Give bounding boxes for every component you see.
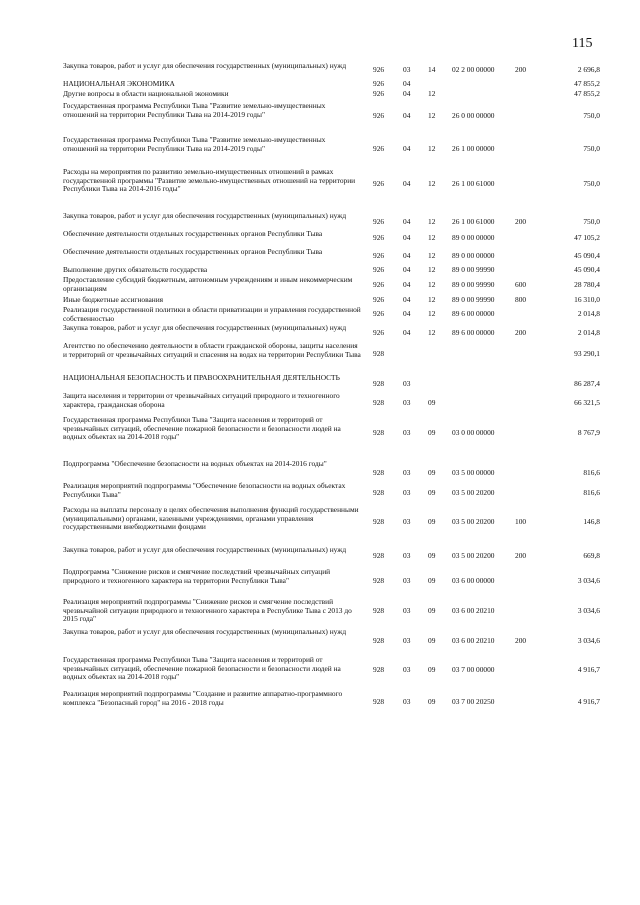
section-code: 04 xyxy=(403,309,411,318)
table-row xyxy=(0,628,640,656)
table-row xyxy=(0,568,640,598)
section-code: 03 xyxy=(403,665,411,674)
subsection-code: 09 xyxy=(428,398,436,407)
amount: 816,6 xyxy=(583,468,600,477)
row-description: НАЦИОНАЛЬНАЯ БЕЗОПАСНОСТЬ И ПРАВООХРАНИТЕЛЬНАЯ ДЕЯТЕЛЬНОСТЬ xyxy=(63,373,340,382)
target-item-code: 26 1 00 61000 xyxy=(452,179,495,188)
section-code: 03 xyxy=(403,65,411,74)
amount: 4 916,7 xyxy=(577,665,600,674)
table-row xyxy=(0,248,640,266)
ved-code: 926 xyxy=(373,328,385,337)
amount: 2 014,8 xyxy=(577,309,600,318)
subsection-code: 09 xyxy=(428,665,436,674)
table-row xyxy=(0,62,640,80)
table-row xyxy=(0,656,640,690)
section-code: 04 xyxy=(403,251,411,260)
table-row xyxy=(0,392,640,416)
table-row xyxy=(0,168,640,212)
table-row xyxy=(0,342,640,374)
subsection-code: 12 xyxy=(428,295,436,304)
subsection-code: 12 xyxy=(428,217,436,226)
amount: 86 287,4 xyxy=(574,379,600,388)
subsection-code: 12 xyxy=(428,309,436,318)
amount: 2 696,8 xyxy=(577,65,600,74)
table-row xyxy=(0,546,640,568)
section-code: 04 xyxy=(403,280,411,289)
section-code: 04 xyxy=(403,111,411,120)
subsection-code: 09 xyxy=(428,468,436,477)
section-code: 03 xyxy=(403,551,411,560)
subsection-code: 09 xyxy=(428,488,436,497)
section-code: 04 xyxy=(403,217,411,226)
budget-table xyxy=(0,62,640,718)
amount: 16 310,0 xyxy=(574,295,600,304)
ved-code: 926 xyxy=(373,280,385,289)
ved-code: 928 xyxy=(373,428,385,437)
expense-type-code: 200 xyxy=(515,65,527,74)
ved-code: 926 xyxy=(373,79,385,88)
row-description: Выполнение других обязательств государства xyxy=(63,265,208,274)
ved-code: 928 xyxy=(373,488,385,497)
expense-type-code: 200 xyxy=(515,328,527,337)
amount: 3 034,6 xyxy=(577,636,600,645)
row-description: Реализация государственной политики в области приватизации и управления государственной собственностью xyxy=(63,305,361,323)
ved-code: 926 xyxy=(373,111,385,120)
amount: 669,8 xyxy=(583,551,600,560)
amount: 8 767,9 xyxy=(577,428,600,437)
target-item-code: 03 5 00 20200 xyxy=(452,551,495,560)
row-description: Предоставление субсидий бюджетным, автономным учреждениям и иным некоммерческим организациям xyxy=(63,275,353,293)
ved-code: 926 xyxy=(373,89,385,98)
row-description: Иные бюджетные ассигнования xyxy=(63,295,164,304)
row-description: Защита населения и территории от чрезвычайных ситуаций природного и техногенного характера, гражданская оборона xyxy=(63,391,340,409)
row-description: Закупка товаров, работ и услуг для обеспечения государственных (муниципальных) нужд xyxy=(63,545,347,554)
subsection-code: 09 xyxy=(428,551,436,560)
table-row xyxy=(0,506,640,546)
table-row xyxy=(0,136,640,168)
table-row xyxy=(0,276,640,296)
amount: 750,0 xyxy=(583,217,600,226)
row-description: Закупка товаров, работ и услуг для обеспечения государственных (муниципальных) нужд xyxy=(63,211,347,220)
table-row xyxy=(0,460,640,482)
section-code: 04 xyxy=(403,89,411,98)
table-row xyxy=(0,690,640,718)
target-item-code: 89 6 00 00000 xyxy=(452,309,495,318)
subsection-code: 12 xyxy=(428,111,436,120)
table-row xyxy=(0,482,640,506)
row-description: Другие вопросы в области национальной экономики xyxy=(63,89,229,98)
ved-code: 926 xyxy=(373,309,385,318)
amount: 146,8 xyxy=(583,517,600,526)
ved-code: 928 xyxy=(373,517,385,526)
row-description: Государственная программа Республики Тыва "Развитие земельно-имущественных отношений на территории Республики Тыва на 2014-2019 годы" xyxy=(63,101,326,119)
table-row xyxy=(0,324,640,342)
section-code: 03 xyxy=(403,379,411,388)
section-code: 03 xyxy=(403,398,411,407)
ved-code: 928 xyxy=(373,379,385,388)
target-item-code: 89 0 00 99990 xyxy=(452,265,495,274)
amount: 3 034,6 xyxy=(577,576,600,585)
subsection-code: 09 xyxy=(428,428,436,437)
expense-type-code: 100 xyxy=(515,517,527,526)
table-row xyxy=(0,230,640,248)
subsection-code: 12 xyxy=(428,233,436,242)
target-item-code: 03 7 00 00000 xyxy=(452,665,495,674)
section-code: 03 xyxy=(403,697,411,706)
amount: 66 321,5 xyxy=(574,398,600,407)
amount: 45 090,4 xyxy=(574,251,600,260)
subsection-code: 09 xyxy=(428,636,436,645)
row-description: Закупка товаров, работ и услуг для обеспечения государственных (муниципальных) нужд xyxy=(63,61,347,70)
ved-code: 926 xyxy=(373,295,385,304)
row-description: Реализация мероприятий подпрограммы "Обеспечение безопасности на водных объектах Республики Тыва" xyxy=(63,481,346,499)
amount: 47 855,2 xyxy=(574,79,600,88)
ved-code: 926 xyxy=(373,217,385,226)
target-item-code: 89 0 00 00000 xyxy=(452,233,495,242)
row-description: Подпрограмма "Обеспечение безопасности на водных объектах на 2014-2016 годы" xyxy=(63,459,327,468)
table-row xyxy=(0,598,640,628)
ved-code: 928 xyxy=(373,398,385,407)
row-description: Государственная программа Республики Тыва "Защита населения и территорий от чрезвычайных ситуаций, обеспечение пожарной безопасности и безопасности людей на водных объектах на 2014-2018 годы" xyxy=(63,655,341,682)
row-description: Государственная программа Республики Тыва "Защита населения и территорий от чрезвычайных ситуаций, обеспечение пожарной безопасности и безопасности людей на водных объектах на 2014-2018 годы" xyxy=(63,415,341,442)
subsection-code: 12 xyxy=(428,179,436,188)
table-row xyxy=(0,416,640,460)
section-code: 03 xyxy=(403,606,411,615)
row-description: Реализация мероприятий подпрограммы "Снижение рисков и смягчение последствий чрезвычайной ситуации природного и техногенного характера в Республике Тыва с 2013 до 2015 года" xyxy=(63,597,352,624)
target-item-code: 26 1 00 00000 xyxy=(452,144,495,153)
ved-code: 928 xyxy=(373,349,385,358)
row-description: Расходы на мероприятия по развитию земельно-имущественных отношений в рамках государственной программы "Развитие земельно-имущественных отношений на территории Республики Тыва на 2014-2016 годы" xyxy=(63,167,356,194)
target-item-code: 03 5 00 20200 xyxy=(452,517,495,526)
row-description: Подпрограмма "Снижение рисков и смягчение последствий чрезвычайных ситуаций природного и техногенного характера на территории Республики Тыва" xyxy=(63,567,331,585)
target-item-code: 03 6 00 00000 xyxy=(452,576,495,585)
expense-type-code: 200 xyxy=(515,636,527,645)
amount: 47 105,2 xyxy=(574,233,600,242)
row-description: НАЦИОНАЛЬНАЯ ЭКОНОМИКА xyxy=(63,79,175,88)
target-item-code: 89 6 00 00000 xyxy=(452,328,495,337)
ved-code: 928 xyxy=(373,551,385,560)
ved-code: 928 xyxy=(373,665,385,674)
expense-type-code: 800 xyxy=(515,295,527,304)
subsection-code: 12 xyxy=(428,280,436,289)
target-item-code: 02 2 00 00000 xyxy=(452,65,495,74)
target-item-code: 03 7 00 20250 xyxy=(452,697,495,706)
subsection-code: 12 xyxy=(428,265,436,274)
amount: 45 090,4 xyxy=(574,265,600,274)
amount: 750,0 xyxy=(583,144,600,153)
ved-code: 928 xyxy=(373,576,385,585)
amount: 47 855,2 xyxy=(574,89,600,98)
target-item-code: 03 5 00 20200 xyxy=(452,488,495,497)
section-code: 04 xyxy=(403,295,411,304)
subsection-code: 12 xyxy=(428,89,436,98)
row-description: Обеспечение деятельности отдельных государственных органов Республики Тыва xyxy=(63,247,323,256)
ved-code: 926 xyxy=(373,265,385,274)
amount: 2 014,8 xyxy=(577,328,600,337)
ved-code: 926 xyxy=(373,251,385,260)
ved-code: 928 xyxy=(373,468,385,477)
ved-code: 928 xyxy=(373,606,385,615)
section-code: 04 xyxy=(403,144,411,153)
section-code: 03 xyxy=(403,428,411,437)
row-description: Расходы на выплаты персоналу в целях обеспечения выполнения функций государственными (муниципальными) органами, казенными учреждениями, органами управления государственными внебюджетными фондами xyxy=(63,505,359,532)
expense-type-code: 200 xyxy=(515,551,527,560)
subsection-code: 12 xyxy=(428,144,436,153)
row-description: Агентство по обеспечению деятельности в области гражданской обороны, защиты населения и территорий от чрезвычайных ситуаций и спасения на водах на территории Республики Тыва xyxy=(63,341,361,359)
section-code: 04 xyxy=(403,233,411,242)
amount: 816,6 xyxy=(583,488,600,497)
section-code: 03 xyxy=(403,517,411,526)
amount: 750,0 xyxy=(583,179,600,188)
subsection-code: 09 xyxy=(428,517,436,526)
ved-code: 926 xyxy=(373,233,385,242)
subsection-code: 12 xyxy=(428,251,436,260)
subsection-code: 09 xyxy=(428,606,436,615)
ved-code: 926 xyxy=(373,65,385,74)
target-item-code: 03 5 00 00000 xyxy=(452,468,495,477)
row-description: Реализация мероприятий подпрограммы "Создание и развитие аппаратно-программного комплекса "Безопасный город" на 2016 - 2018 годы xyxy=(63,689,343,707)
subsection-code: 12 xyxy=(428,328,436,337)
section-code: 04 xyxy=(403,79,411,88)
target-item-code: 26 0 00 00000 xyxy=(452,111,495,120)
section-code: 03 xyxy=(403,488,411,497)
ved-code: 926 xyxy=(373,179,385,188)
subsection-code: 09 xyxy=(428,697,436,706)
row-description: Обеспечение деятельности отдельных государственных органов Республики Тыва xyxy=(63,229,323,238)
ved-code: 926 xyxy=(373,144,385,153)
amount: 3 034,6 xyxy=(577,606,600,615)
target-item-code: 26 1 00 61000 xyxy=(452,217,495,226)
target-item-code: 89 0 00 00000 xyxy=(452,251,495,260)
table-row xyxy=(0,212,640,230)
subsection-code: 09 xyxy=(428,576,436,585)
amount: 750,0 xyxy=(583,111,600,120)
row-description: Государственная программа Республики Тыва "Развитие земельно-имущественных отношений на территории Республики Тыва на 2014-2019 годы" xyxy=(63,135,326,153)
section-code: 04 xyxy=(403,328,411,337)
row-description: Закупка товаров, работ и услуг для обеспечения государственных (муниципальных) нужд xyxy=(63,627,347,636)
table-row xyxy=(0,306,640,324)
table-row xyxy=(0,102,640,136)
expense-type-code: 200 xyxy=(515,217,527,226)
amount: 28 780,4 xyxy=(574,280,600,289)
section-code: 03 xyxy=(403,576,411,585)
target-item-code: 03 6 00 20210 xyxy=(452,606,495,615)
amount: 4 916,7 xyxy=(577,697,600,706)
expense-type-code: 600 xyxy=(515,280,527,289)
page-number: 115 xyxy=(572,36,593,51)
table-row xyxy=(0,374,640,392)
section-code: 04 xyxy=(403,179,411,188)
ved-code: 928 xyxy=(373,636,385,645)
target-item-code: 03 0 00 00000 xyxy=(452,428,495,437)
ved-code: 928 xyxy=(373,697,385,706)
section-code: 03 xyxy=(403,468,411,477)
target-item-code: 89 0 00 99990 xyxy=(452,295,495,304)
target-item-code: 03 6 00 20210 xyxy=(452,636,495,645)
section-code: 03 xyxy=(403,636,411,645)
section-code: 04 xyxy=(403,265,411,274)
target-item-code: 89 0 00 99990 xyxy=(452,280,495,289)
row-description: Закупка товаров, работ и услуг для обеспечения государственных (муниципальных) нужд xyxy=(63,323,347,332)
amount: 93 290,1 xyxy=(574,349,600,358)
subsection-code: 14 xyxy=(428,65,436,74)
